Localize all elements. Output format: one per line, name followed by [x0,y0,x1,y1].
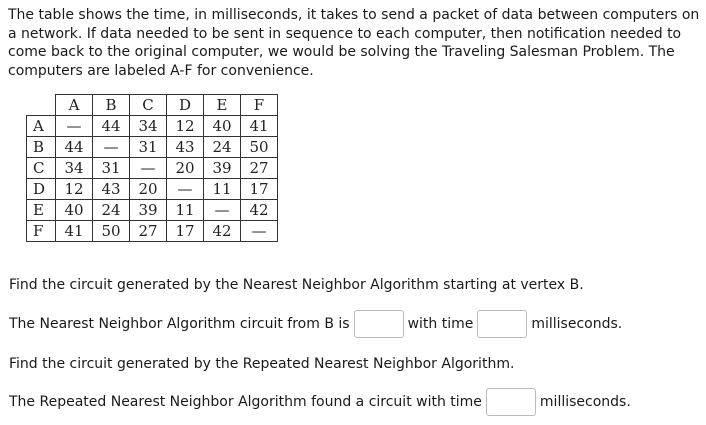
q1-circuit-input[interactable] [354,310,404,338]
distance-table [26,94,278,242]
column-header: B [93,95,130,116]
row-header: A [27,116,56,137]
q1-answer-line [9,310,622,338]
column-header: A [56,95,93,116]
table-cell: 43 [167,137,204,158]
problem-intro: The table shows the time, in milliseconds, it takes to send a packet of data between computers on a network. If data needed to be sent in sequence to each computer, then notification needed to come back to the original computer, we would be solving the Traveling Salesman Problem. The computers are labeled A-F for convenience. [8,7,700,79]
column-header: E [204,95,241,116]
row-header: C [27,158,56,179]
column-header: C [130,95,167,116]
table-row [27,200,278,221]
table-cell: 42 [241,200,278,221]
table-row [27,158,278,179]
table-cell: 12 [56,179,93,200]
table-cell: 11 [167,200,204,221]
table-cell: 44 [56,137,93,158]
table-row [27,179,278,200]
q2-line-prefix: The Repeated Nearest Neighbor Algorithm found a circuit with time [9,394,482,410]
table-cell: 39 [130,200,167,221]
q1-line-middle: with time [407,316,474,332]
table-cell: 40 [56,200,93,221]
table-cell: 27 [241,158,278,179]
table-cell: — [93,137,130,158]
table-cell: 50 [241,137,278,158]
q2-line-suffix: milliseconds. [539,394,631,410]
table-cell: — [56,116,93,137]
table-cell: 42 [204,221,241,242]
q1-time-input[interactable] [477,310,527,338]
table-cell: 17 [167,221,204,242]
table-cell: 34 [130,116,167,137]
table-cell: 20 [167,158,204,179]
q1-prompt: Find the circuit generated by the Nearest Neighbor Algorithm starting at vertex B. [9,277,584,293]
q2-answer-line [9,388,631,416]
q2-time-input[interactable] [486,388,536,416]
table-row [27,116,278,137]
q1-line-prefix: The Nearest Neighbor Algorithm circuit from B is [9,316,350,332]
table-cell: 44 [93,116,130,137]
q1-line-suffix: milliseconds. [531,316,623,332]
table-row [27,221,278,242]
table-cell: — [241,221,278,242]
table-cell: 12 [167,116,204,137]
table-cell: — [130,158,167,179]
table-cell: 20 [130,179,167,200]
table-cell: 27 [130,221,167,242]
table-cell: — [167,179,204,200]
table-header-row [27,95,278,116]
table-cell: 31 [93,158,130,179]
table-cell: 41 [241,116,278,137]
table-cell: 41 [56,221,93,242]
table-cell: 17 [241,179,278,200]
q2-prompt: Find the circuit generated by the Repeated Nearest Neighbor Algorithm. [9,356,515,372]
table-corner [27,95,56,116]
table-cell: 11 [204,179,241,200]
column-header: D [167,95,204,116]
table-cell: 50 [93,221,130,242]
table-cell: 39 [204,158,241,179]
row-header: D [27,179,56,200]
table-cell: 34 [56,158,93,179]
table-cell: 43 [93,179,130,200]
table-cell: 40 [204,116,241,137]
table-cell: — [204,200,241,221]
table-cell: 24 [204,137,241,158]
row-header: E [27,200,56,221]
row-header: F [27,221,56,242]
table-cell: 24 [93,200,130,221]
table-row [27,137,278,158]
column-header: F [241,95,278,116]
table-cell: 31 [130,137,167,158]
row-header: B [27,137,56,158]
